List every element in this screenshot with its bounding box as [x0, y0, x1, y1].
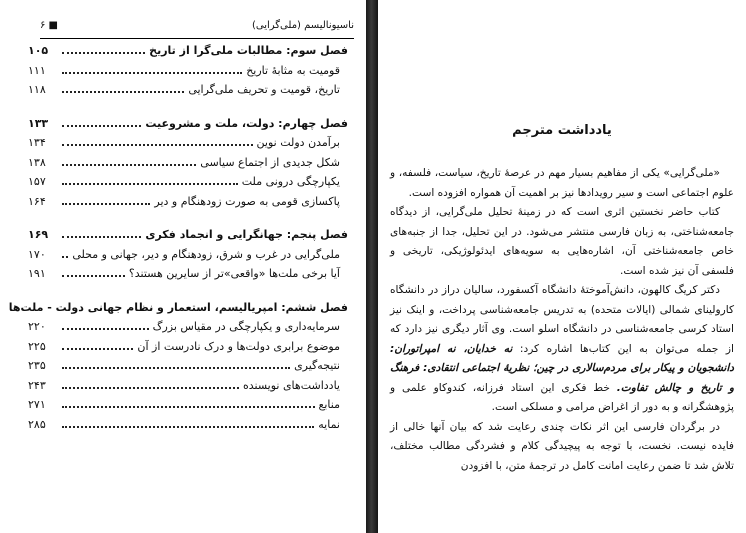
- toc-section-row[interactable]: [28, 83, 348, 103]
- book-spine: [366, 0, 378, 533]
- toc-page-number: ۲۷۱: [28, 398, 46, 411]
- toc-gap: [28, 214, 348, 228]
- toc-section-row[interactable]: [28, 359, 348, 379]
- toc-section-title: موضوع برابری دولت‌ها و درک نادرست از آن: [137, 339, 340, 353]
- toc-chapter-row[interactable]: [28, 44, 348, 64]
- running-header-title: ناسیونالیسم (ملی‌گرایی): [251, 20, 354, 31]
- toc-section-row[interactable]: [28, 175, 348, 195]
- toc-page-number: ۱۱۸: [28, 83, 46, 96]
- toc-gap: [28, 103, 348, 117]
- toc-section-title: ملی‌گرایی در غرب و شرق، زودهنگام و دیر، جهانی و محلی: [72, 247, 340, 261]
- toc-section-row[interactable]: [28, 195, 348, 215]
- toc-section-row[interactable]: [28, 340, 348, 360]
- toc-page-number: ۲۸۵: [28, 417, 46, 431]
- toc-page-number: ۲۲۰: [28, 320, 46, 333]
- toc-section-row[interactable]: [28, 398, 348, 418]
- body-text: [390, 164, 734, 476]
- toc-section-row[interactable]: [28, 64, 348, 84]
- toc-page-number: ۱۳۴: [28, 136, 46, 149]
- toc-leader-dots: [62, 202, 150, 205]
- running-header-page-number: ۶ ■: [40, 20, 58, 31]
- toc-leader-dots: [62, 327, 149, 330]
- toc-page-number: [0, 301, 1, 314]
- toc-leader-dots: [62, 143, 253, 146]
- toc-page-number: ۱۱۱: [28, 63, 46, 77]
- toc-section-title: سرمایه‌داری و یکپارچگی در مقیاس بزرگ: [152, 320, 340, 333]
- toc-leader-dots: [62, 405, 315, 408]
- toc-page-number: ۱۵۷: [28, 175, 46, 188]
- toc-chapter-title: فصل چهارم: دولت، ملت و مشروعیت: [145, 116, 348, 130]
- toc-section-title: پاکسازی قومی به صورت زودهنگام و دیر: [154, 194, 340, 208]
- toc-section-row[interactable]: [28, 248, 348, 268]
- paragraph-text: این استاد فرزانه، کندوکاو علمی و پژوهشگرانه و به دور از اغراض مرامی و مسلکی است.: [390, 381, 734, 413]
- toc-section-row[interactable]: [28, 320, 348, 340]
- running-header: [40, 20, 354, 38]
- paragraph-text: دکتر کریگ کالهون، دانش‌آموختهٔ دانشگاه آکسفورد، سالیان دراز در دانشگاه کارولینای شمالی (ایالات متحده) به تدریس جامعه‌شناسی پرداخت، و اینک نیز استاد کرسی جامعه‌شناسی در دانشگاه اسلو است. وی آثار دیگری نیز دارد که از جمله می‌توان به این کتاب‌ها اشاره کرد:: [390, 284, 734, 355]
- toc-section-title: منابع: [318, 398, 340, 411]
- toc-leader-dots: [62, 90, 184, 93]
- toc-leader-dots: [62, 347, 133, 350]
- toc-section-row[interactable]: [28, 418, 348, 438]
- toc-leader-dots: [62, 386, 239, 389]
- toc-leader-dots: [62, 51, 145, 54]
- toc-leader-dots: [62, 163, 196, 166]
- paragraph: «ملی‌گرایی» یکی از مفاهیم بسیار مهم در عرصهٔ تاریخ، سیاست، فلسفه، و علوم اجتماعی است و سیر رویدادها نیز بر اهمیت آن همواره افزوده است.: [390, 167, 734, 199]
- table-of-contents: [8, 44, 348, 437]
- emphasized-book-titles: نه خدایان، نه امپراتوران: دانشجویان و پیکار برای مردم‌سالاری در چین؛ نظریهٔ اجتماعی انتقادی: فرهنگ و تاریخ و چالش تفاوت.: [390, 342, 734, 394]
- toc-section-title: نتیجه‌گیری: [294, 359, 340, 372]
- toc-section-row[interactable]: [28, 379, 348, 399]
- paragraph: در برگردان فارسی این اثر نکات چندی رعایت شد که بیان آنها خالی از فایده نیست. نخست، با توجه به پیچیدگی کلام و فشردگی مطالب مختلف، تلاش شد تا ضمن رعایت امانت کامل در ترجمهٔ متن، با افزودن: [390, 420, 734, 472]
- toc-chapter-title: فصل پنجم: جهانگرایی و انجماد فکری: [145, 228, 348, 241]
- toc-section-row[interactable]: [28, 267, 348, 287]
- toc-page-number: ۱۰۵: [28, 44, 49, 57]
- page-title: یادداشت مترجم: [512, 123, 612, 138]
- toc-chapter-title: فصل ششم: امپریالیسم، استعمار و نظام جهانی دولت - ملت‌ها: [8, 300, 348, 314]
- toc-leader-dots: [62, 366, 290, 369]
- toc-section-title: یکپارچگی درونی ملت: [241, 175, 340, 188]
- toc-chapter-row[interactable]: [28, 228, 348, 248]
- toc-section-title: یادداشت‌های نویسنده: [242, 378, 340, 392]
- toc-section-title: برآمدن دولت نوین: [256, 136, 340, 149]
- right-page: [378, 0, 746, 533]
- toc-chapter-row[interactable]: [8, 300, 348, 321]
- toc-leader-dots: [62, 182, 238, 185]
- toc-leader-dots: [62, 425, 314, 428]
- left-page: [0, 0, 366, 533]
- toc-section-title: قومیت به مثابهٔ تاریخ: [246, 63, 340, 77]
- paragraph: [390, 281, 734, 418]
- toc-page-number: ۱۶۴: [28, 194, 46, 208]
- toc-leader-dots: [62, 124, 141, 127]
- toc-section-row[interactable]: [28, 156, 348, 176]
- toc-chapter-title: فصل سوم: مطالبات ملی‌گرا از تاریخ: [149, 44, 348, 57]
- toc-page-number: ۱۳۸: [28, 155, 46, 169]
- toc-page-number: ۲۴۳: [28, 378, 46, 392]
- toc-page-number: ۱۹۱: [28, 267, 46, 280]
- toc-section-row[interactable]: [28, 136, 348, 156]
- toc-section-title: نمایه: [318, 417, 340, 431]
- toc-section-title: آیا برخی ملت‌ها «واقعی»تر از سایرین هستند؟: [128, 267, 340, 280]
- toc-leader-dots: [62, 71, 242, 74]
- paragraph: کتاب حاضر نخستین اثری است که در زمینهٔ تحلیل ملی‌گرایی، از دیدگاه جامعه‌شناختی، به زبان فارسی منتشر می‌شود. در این تحلیل، جدا از جنبه‌های خاص جامعه‌شناختی آن، اشاره‌هایی به سویه‌های ایدئولوژیکی، تاریخی و فلسفی آن نیز شده است.: [390, 206, 734, 277]
- toc-leader-dots: [62, 255, 68, 258]
- paragraph-text: خط فکری: [561, 381, 610, 394]
- toc-page-number: ۱۳۳: [28, 116, 49, 130]
- toc-gap: [28, 287, 348, 301]
- toc-leader-dots: [62, 235, 141, 238]
- toc-page-number: ۲۲۵: [28, 339, 46, 353]
- toc-chapter-row[interactable]: [28, 117, 348, 137]
- toc-page-number: ۲۳۵: [28, 359, 46, 372]
- header-rule: [40, 38, 354, 39]
- toc-section-title: تاریخ، قومیت و تحریف ملی‌گرایی: [188, 83, 340, 96]
- toc-leader-dots: [62, 274, 125, 277]
- toc-page-number: ۱۷۰: [28, 247, 46, 261]
- toc-page-number: ۱۶۹: [28, 228, 49, 241]
- toc-section-title: شکل جدیدی از اجتماع سیاسی: [200, 155, 340, 169]
